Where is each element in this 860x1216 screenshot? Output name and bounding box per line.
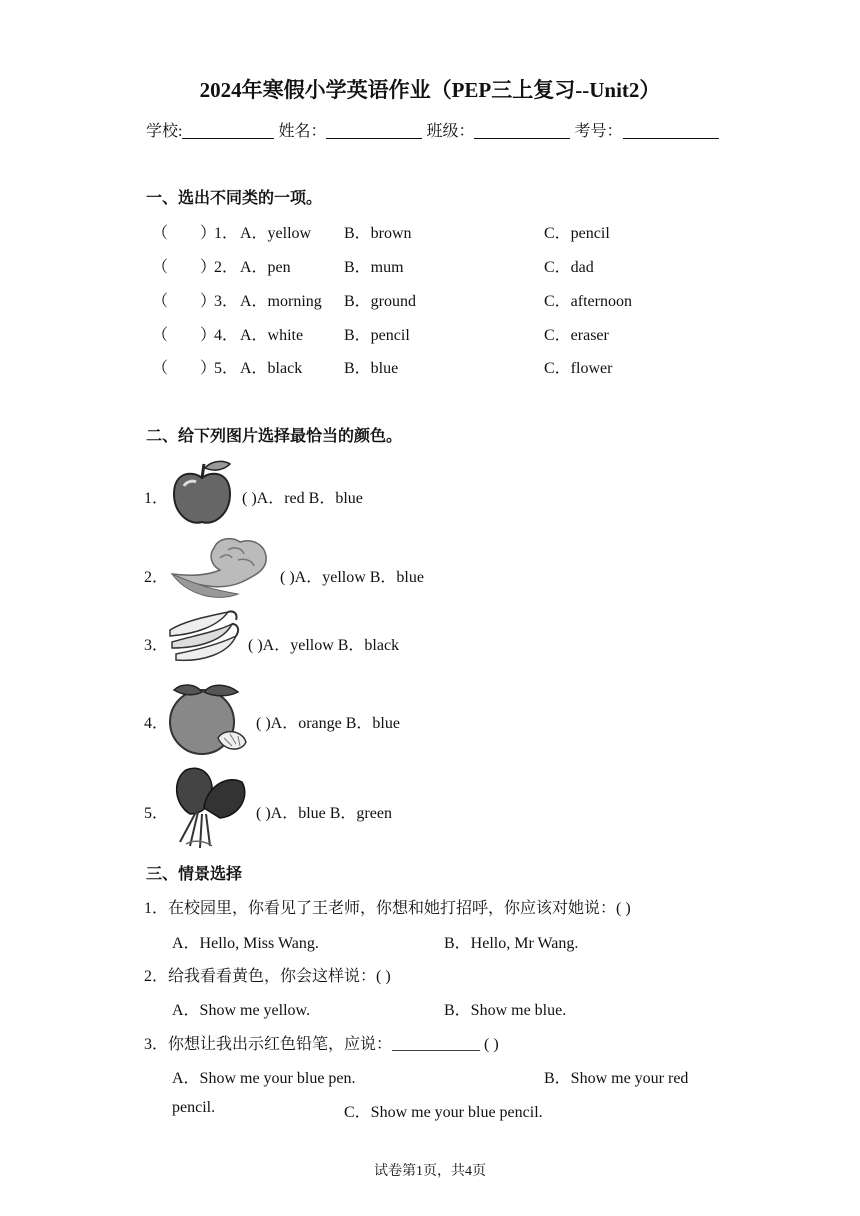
option-b: B．Show me blue. — [444, 1002, 567, 1019]
question-number: 2． — [214, 259, 239, 276]
option-a: A．white — [240, 327, 304, 344]
number-label: 考号： — [574, 123, 623, 140]
answer-paren: （ ） — [152, 327, 217, 344]
question-number: 4． — [144, 715, 169, 732]
question-number: 3． — [144, 637, 169, 654]
section3-heading: 三、情景选择 — [146, 866, 243, 883]
question-stem: 1．在校园里，你看见了王老师，你想和她打招呼，你应该对她说：( ) — [144, 900, 631, 917]
option-c: C．flower — [544, 360, 613, 377]
question-options: ( )A．blue B．green — [256, 805, 392, 822]
option-a: A．morning — [240, 293, 322, 310]
option-b: B．blue — [344, 360, 399, 377]
option-c: C．afternoon — [544, 293, 632, 310]
class-label: 班级： — [426, 123, 475, 140]
option-a: A．Show me your blue pen. — [172, 1070, 356, 1087]
option-a: A．Hello, Miss Wang. — [172, 935, 319, 952]
school-label: 学校: — [146, 123, 183, 140]
question-options: ( )A．yellow B．black — [248, 637, 400, 654]
question-options: ( )A．red B．blue — [242, 490, 363, 507]
page-footer: 试卷第1页，共4页 — [374, 1164, 486, 1179]
name-blank — [326, 122, 422, 139]
option-a: A．yellow — [240, 225, 312, 242]
option-b: B．ground — [344, 293, 417, 310]
question-number: 1． — [144, 490, 169, 507]
cloud-image — [168, 536, 272, 604]
page-title: 2024年寒假小学英语作业（PEP三上复习--Unit2） — [199, 78, 661, 102]
class-blank — [474, 122, 570, 139]
option-b: B．brown — [344, 225, 412, 242]
option-c: C．Show me your blue pencil. — [344, 1104, 543, 1121]
option-b-continued: pencil. — [172, 1099, 216, 1116]
section2-heading: 二、给下列图片选择最恰当的颜色。 — [146, 428, 403, 445]
number-blank — [623, 122, 719, 139]
spinach-image — [170, 764, 250, 852]
answer-paren: （ ） — [152, 259, 217, 276]
answer-paren: （ ） — [152, 360, 217, 377]
answer-paren: （ ） — [152, 293, 217, 310]
answer-paren: （ ） — [152, 225, 217, 242]
question-stem: 3．你想让我出示红色铅笔，应说：___________ ( ) — [144, 1036, 499, 1053]
orange-image — [166, 680, 250, 756]
bananas-image — [166, 606, 242, 670]
question-number: 1． — [214, 225, 239, 242]
question-options: ( )A．orange B．blue — [256, 715, 400, 732]
question-number: 5． — [144, 805, 169, 822]
student-info-line — [146, 118, 719, 141]
option-b: B．mum — [344, 259, 404, 276]
option-c: C．pencil — [544, 225, 610, 242]
option-a: A．black — [240, 360, 303, 377]
option-a: A．pen — [240, 259, 291, 276]
option-b: B．pencil — [344, 327, 410, 344]
option-b: B．Hello, Mr Wang. — [444, 935, 579, 952]
question-number: 3． — [214, 293, 239, 310]
question-stem: 2．给我看看黄色，你会这样说：( ) — [144, 968, 391, 985]
apple-image — [170, 456, 234, 528]
option-c: C．dad — [544, 259, 594, 276]
school-blank — [182, 122, 274, 139]
name-label: 姓名： — [278, 123, 327, 140]
question-number: 4． — [214, 327, 239, 344]
question-number: 5． — [214, 360, 239, 377]
question-options: ( )A．yellow B．blue — [280, 569, 424, 586]
question-number: 2． — [144, 569, 169, 586]
option-b: B．Show me your red — [544, 1070, 689, 1087]
option-a: A．Show me yellow. — [172, 1002, 311, 1019]
option-c: C．eraser — [544, 327, 609, 344]
section1-heading: 一、选出不同类的一项。 — [146, 190, 323, 207]
